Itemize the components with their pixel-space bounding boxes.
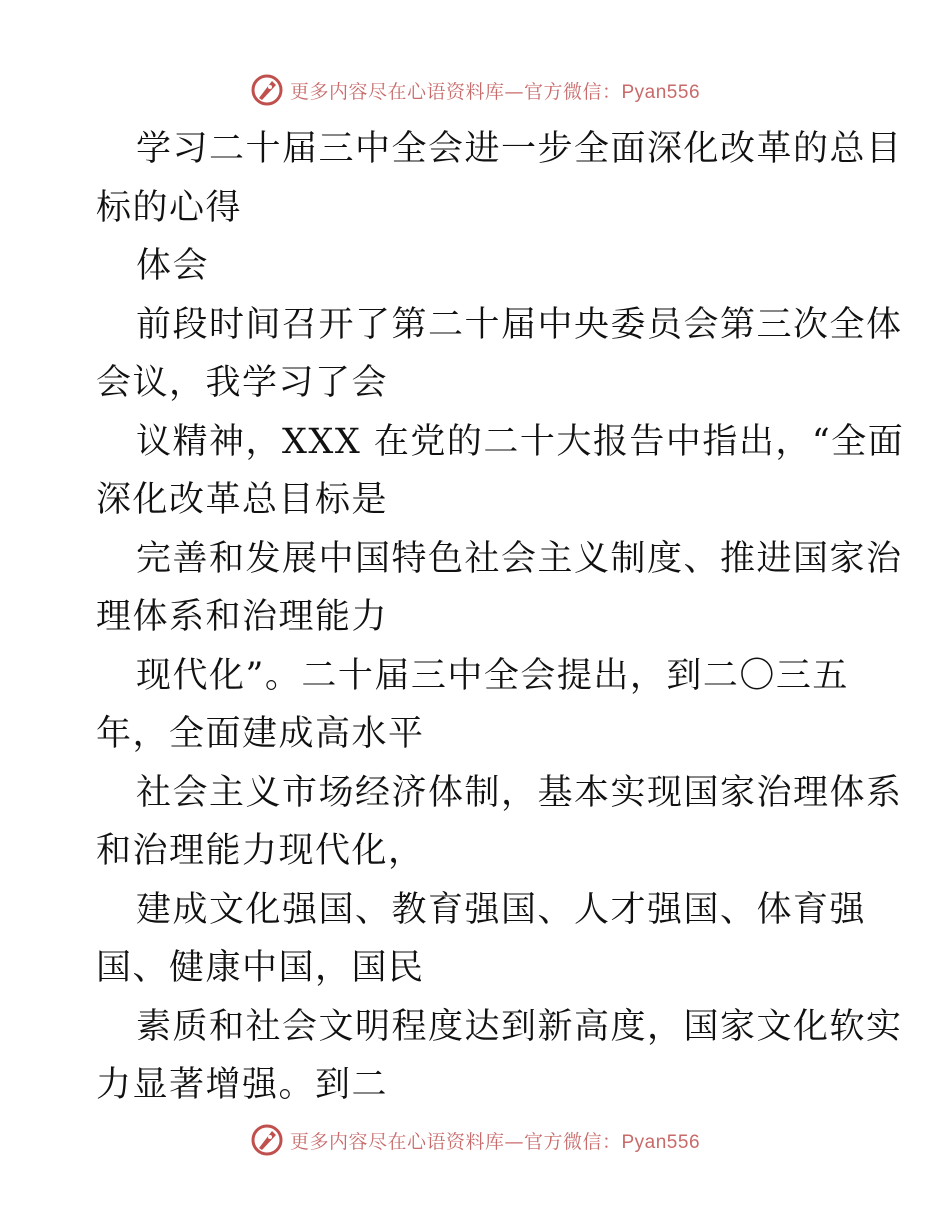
text-line: 社会主义市场经济体制，基本实现国家治理体系	[136, 772, 903, 813]
text-line: 现代化”。二十届三中全会提出，到二〇三五	[136, 655, 849, 696]
text-line: 和治理能力现代化，	[96, 831, 425, 871]
text-line: 前段时间召开了第二十届中央委员会第三次全体	[136, 304, 903, 345]
text-line: 力显著增强。到二	[96, 1065, 389, 1105]
footer-watermark-banner	[0, 1120, 950, 1160]
text-line: 学习二十届三中全会进一步全面深化改革的总目	[136, 129, 903, 169]
header-watermark-banner	[0, 70, 950, 110]
banner-text: 更多内容尽在心语资料库—官方微信：Pyan556	[289, 1130, 701, 1153]
text-line: 标的心得	[96, 187, 243, 228]
pen-nib-circle-icon	[250, 73, 284, 107]
text-line: 会议，我学习了会	[96, 363, 389, 403]
text-line: 体会	[136, 246, 210, 286]
text-line: 深化改革总目标是	[96, 480, 389, 520]
document-body	[96, 120, 905, 1115]
text-line: 完善和发展中国特色社会主义制度、推进国家治	[136, 538, 903, 579]
text-line: 议精神，XXX 在党的二十大报告中指出，“全面	[136, 421, 905, 462]
text-line: 建成文化强国、教育强国、人才强国、体育强	[136, 889, 867, 930]
text-line: 素质和社会文明程度达到新高度，国家文化软实	[136, 1006, 903, 1047]
pen-nib-circle-icon	[250, 1123, 284, 1157]
banner-text: 更多内容尽在心语资料库—官方微信：Pyan556	[289, 80, 701, 103]
text-line: 国、健康中国，国民	[96, 948, 425, 988]
text-line: 理体系和治理能力	[96, 597, 389, 637]
text-line: 年，全面建成高水平	[96, 714, 425, 754]
